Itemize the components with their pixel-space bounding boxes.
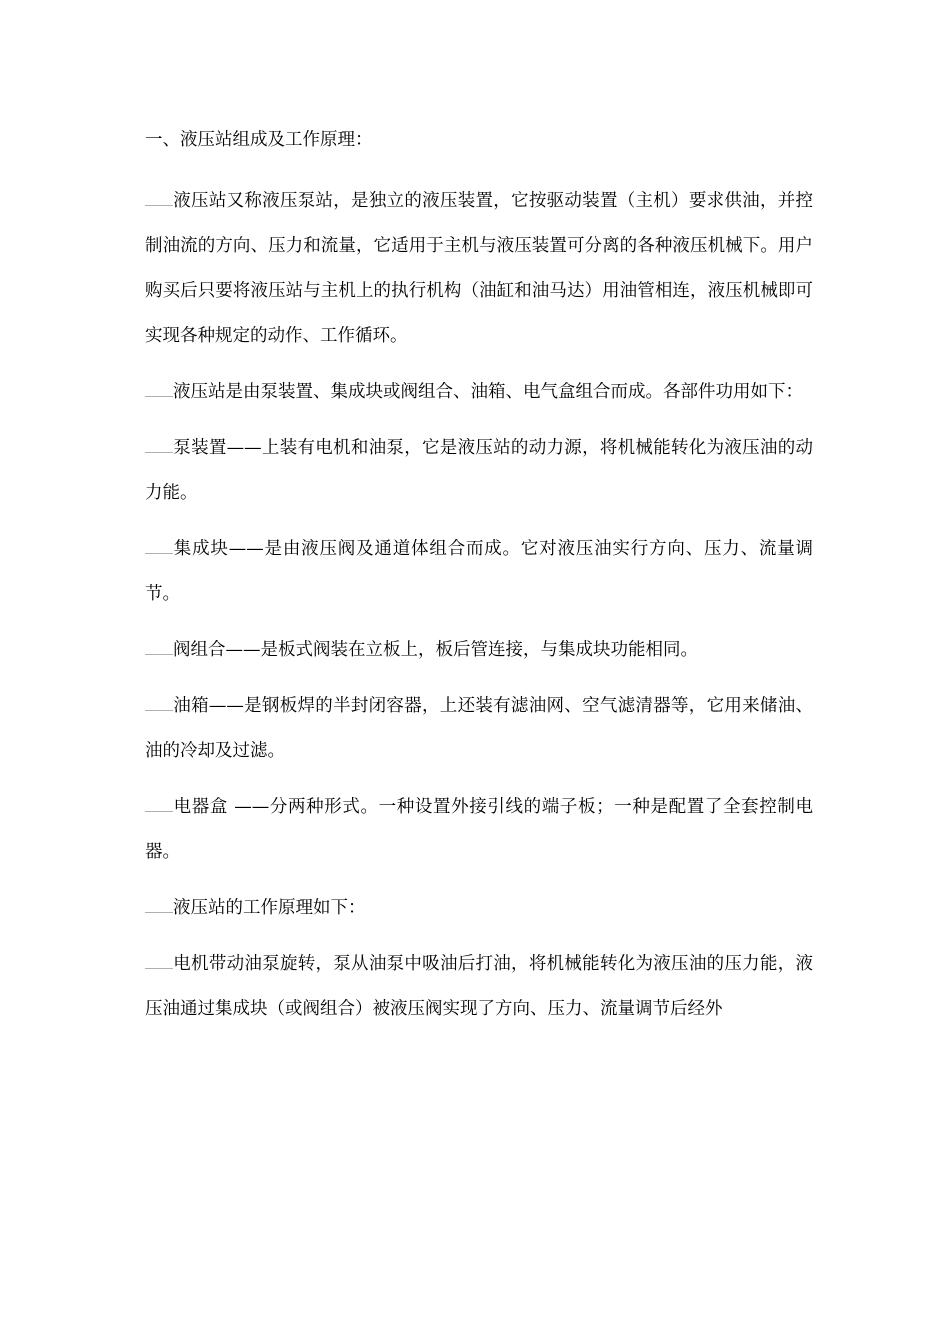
- paragraph-text: 油箱——是钢板焊的半封闭容器，上还装有滤油网、空气滤清器等，它用来储油、油的冷却及过滤。: [145, 696, 813, 761]
- indent-marker: [145, 810, 173, 812]
- indent-marker: [145, 395, 173, 397]
- indent-marker: [145, 451, 173, 453]
- paragraph-text: 集成块——是由液压阀及通道体组合而成。它对液压油实行方向、压力、流量调节。: [145, 539, 813, 604]
- indent-marker: [145, 967, 173, 969]
- paragraph-text: 泵装置——上装有电机和油泵，它是液压站的动力源，将机械能转化为液压油的动力能。: [145, 438, 813, 503]
- paragraph-text: 电机带动油泵旋转，泵从油泵中吸油后打油，将机械能转化为液压油的压力能，液压油通过集成块（或阀组合）被液压阀实现了方向、压力、流量调节后经外: [145, 954, 813, 1019]
- section-heading: 一、液压站组成及工作原理：: [145, 130, 373, 150]
- paragraph-principle-title: [145, 886, 813, 931]
- paragraph-text: 液压站的工作原理如下：: [173, 898, 366, 918]
- paragraph-manifold: [145, 527, 813, 617]
- indent-marker: [145, 709, 173, 711]
- paragraph-text: 液压站又称液压泵站，是独立的液压装置，它按驱动装置（主机）要求供油，并控制油流的方向、压力和流量，它适用于主机与液压装置可分离的各种液压机械下。用户购买后只要将液压站与主机上的执行机构（油缸和油马达）用油管相连，液压机械即可实现各种规定的动作、工作循环。: [145, 191, 813, 346]
- indent-marker: [145, 653, 173, 655]
- paragraph-text: 阀组合——是板式阀装在立板上，板后管连接，与集成块功能相同。: [173, 640, 698, 660]
- paragraph-tank: [145, 684, 813, 774]
- paragraph-valve-group: [145, 628, 813, 673]
- paragraph-intro: [145, 179, 813, 359]
- paragraph-pump-unit: [145, 426, 813, 516]
- paragraph-text: 电器盒 ——分两种形式。一种设置外接引线的端子板；一种是配置了全套控制电器。: [145, 797, 813, 862]
- paragraph-electric-box: [145, 785, 813, 875]
- document-body: [145, 123, 813, 1043]
- indent-marker: [145, 552, 173, 554]
- paragraph-components: [145, 370, 813, 415]
- paragraph-text: 液压站是由泵装置、集成块或阀组合、油箱、电气盒组合而成。各部件功用如下：: [173, 382, 803, 402]
- paragraph-principle: [145, 942, 813, 1032]
- indent-marker: [145, 204, 173, 206]
- indent-marker: [145, 911, 173, 913]
